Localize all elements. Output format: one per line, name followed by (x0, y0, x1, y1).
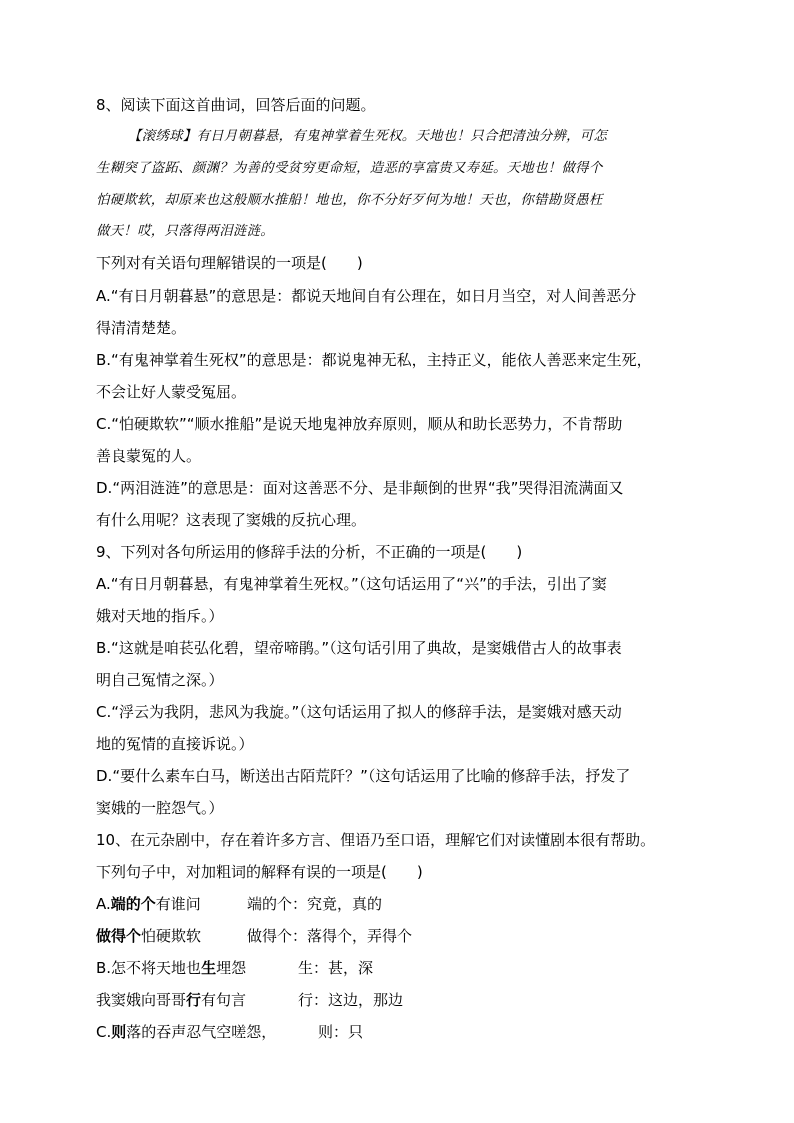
row-gloss: 行：这边，那边 (298, 991, 404, 1009)
bold-term: 生 (201, 959, 217, 977)
q8-poem-line-2: 生糊突了盗跖、颜渊？为善的受贫穷更命短，造恶的享富贵又寿延。天地也！做得个 (96, 161, 603, 176)
bold-term: 则 (111, 1023, 127, 1041)
q8-option-a-line-2: 得清清楚楚。 (96, 319, 187, 337)
row-gloss: 生：甚，深 (298, 959, 374, 977)
row-text: 有句言 (201, 991, 247, 1009)
q10-stem-line-2: 下列句子中，对加粗词的解释有误的一项是( ) (96, 863, 423, 881)
q9-option-d-line-1: D.“要什么素车白马，断送出古陌荒阡？”（这句话运用了比喻的修辞手法，抒发了 (96, 767, 631, 785)
bold-term: 做得个 (96, 927, 142, 945)
q8-stem: 8、阅读下面这首曲词，回答后面的问题。 (96, 96, 376, 114)
row-gloss: 端的个：究竟，真的 (247, 895, 383, 913)
q9-option-c-line-1: C.“浮云为我阴，悲风为我旋。”（这句话运用了拟人的修辞手法，是窦娥对感天动 (96, 703, 622, 721)
row-text: 有谁问 (155, 895, 201, 913)
q10-row-b1 (96, 958, 374, 978)
row-gloss: 做得个：落得个，弄得个 (247, 927, 413, 945)
q10-row-a1 (96, 894, 383, 914)
bold-term: 行 (186, 991, 202, 1009)
q8-option-a-line-1: A.“有日月朝暮悬”的意思是：都说天地间自有公理在，如日月当空，对人间善恶分 (96, 287, 637, 305)
q10-row-b2 (96, 990, 404, 1010)
row-text: 埋怨 (216, 959, 247, 977)
q8-prompt: 下列对有关语句理解错误的一项是( ) (96, 254, 363, 272)
q10-row-a2 (96, 926, 413, 946)
q8-option-b-line-1: B.“有鬼神掌着生死权”的意思是：都说鬼神无私，主持正义，能依人善恶来定生死， (96, 351, 652, 369)
q9-option-b-line-1: B.“这就是咱苌弘化碧，望帝啼鹃。”（这句话引用了典故，是窦娥借古人的故事表 (96, 639, 622, 657)
row-prefix: A. (96, 895, 111, 913)
q8-option-d-line-2: 有什么用呢？这表现了窦娥的反抗心理。 (96, 511, 367, 529)
q8-option-b-line-2: 不会让好人蒙受冤屈。 (96, 383, 247, 401)
q8-option-c-line-2: 善良蒙冤的人。 (96, 447, 202, 465)
row-prefix: C. (96, 1023, 112, 1041)
q9-option-b-line-2: 明自己冤情之深。） (96, 671, 224, 689)
row-prefix: B.怎不将天地也 (96, 959, 202, 977)
q8-poem-line-4: 做天！哎，只落得两泪涟涟。 (96, 224, 274, 239)
row-text: 落的吞声忍气空嗟怨， (126, 1023, 277, 1041)
bold-term: 端的个 (110, 895, 156, 913)
q10-row-c1 (96, 1022, 364, 1042)
q9-option-d-line-2: 窦娥的一腔怨气。） (96, 799, 224, 817)
q10-stem-line-1: 10、在元杂剧中，存在着许多方言、俚语乃至口语，理解它们对读懂剧本很有帮助。 (96, 831, 656, 849)
q8-option-d-line-1: D.“两泪涟涟”的意思是：面对这善恶不分、是非颠倒的世界“我”哭得泪流满面又 (96, 479, 624, 497)
q8-option-c-line-1: C.“怕硬欺软”“顺水推船”是说天地鬼神放弃原则，顺从和助长恶势力，不肯帮助 (96, 415, 623, 433)
q9-option-c-line-2: 地的冤情的直接诉说。） (96, 735, 254, 753)
q9-option-a-line-1: A.“有日月朝暮悬，有鬼神掌着生死权。”（这句话运用了“兴”的手法，引出了窦 (96, 575, 607, 593)
q8-poem-line-1: 【滚绣球】有日月朝暮悬，有鬼神掌着生死权。天地也！只合把清浊分辨，可怎 (128, 129, 608, 144)
row-gloss: 则：只 (318, 1023, 364, 1041)
row-prefix: 我窦娥向哥哥 (96, 991, 187, 1009)
q8-poem-line-3: 怕硬欺软，却原来也这般顺水推船！地也，你不分好歹何为地！天也，你错勘贤愚枉 (96, 193, 603, 208)
q9-stem: 9、下列对各句所运用的修辞手法的分析，不正确的一项是( ) (96, 543, 523, 561)
q9-option-a-line-2: 娥对天地的指斥。） (96, 607, 224, 625)
row-text: 怕硬欺软 (141, 927, 202, 945)
